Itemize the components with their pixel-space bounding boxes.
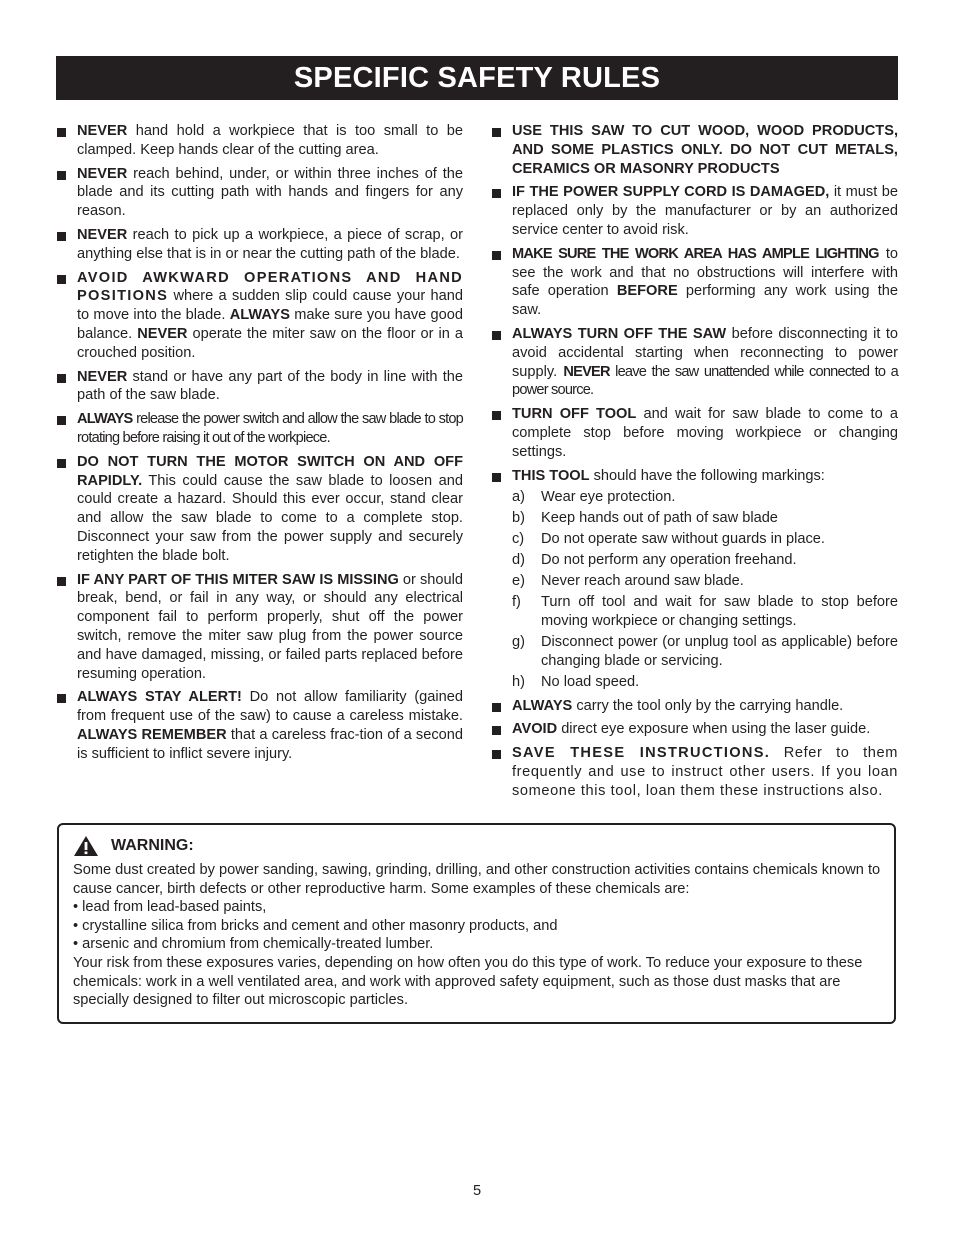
bullet-square-icon bbox=[492, 703, 501, 712]
safety-rule: USE THIS SAW TO CUT WOOD, WOOD PRODUCTS, AND SOME PLASTICS ONLY. DO NOT CUT METALS, CERAMICS OR MASONRY PRODUCTS bbox=[490, 122, 898, 178]
warning-title: WARNING: bbox=[111, 836, 194, 854]
bullet-square-icon bbox=[492, 128, 501, 137]
page-number: 5 bbox=[472, 1183, 482, 1199]
bullet-square-icon bbox=[57, 171, 66, 180]
safety-rule: IF ANY PART OF THIS MITER SAW IS MISSING or should break, bend, or fail in any way, or should any electrical component fail to perform properly, shut off the power switch, remove the miter saw plug from the power source and have damaged, missing, or failed parts replaced before resuming operation. bbox=[55, 571, 463, 684]
left-column bbox=[55, 122, 463, 769]
bullet-square-icon bbox=[492, 726, 501, 735]
list-item: • lead from lead-based paints, bbox=[73, 899, 267, 916]
bullet-square-icon bbox=[57, 374, 66, 383]
bullet-square-icon bbox=[57, 459, 66, 468]
bullet-square-icon bbox=[492, 750, 501, 759]
list-item: c) Do not operate saw without guards in place. bbox=[512, 531, 825, 548]
warning-box bbox=[57, 823, 896, 1024]
bullet-square-icon bbox=[492, 411, 501, 420]
right-column bbox=[490, 122, 898, 806]
list-item: g) Disconnect power (or unplug tool as applicable) before changing blade or servicing. bbox=[512, 634, 898, 669]
bullet-square-icon bbox=[57, 275, 66, 284]
warning-header bbox=[73, 835, 882, 857]
markings-list bbox=[512, 488, 898, 691]
list-item: • crystalline silica from bricks and cement and other masonry products, and bbox=[73, 917, 558, 934]
warning-intro: Some dust created by power sanding, sawing, grinding, drilling, and other construction activities contains chemicals known to cause cancer, birth defects or other reproductive harm. Some examples of these chemicals are: bbox=[73, 862, 881, 897]
list-item: d) Do not perform any operation freehand. bbox=[512, 552, 797, 569]
safety-rule: SAVE THESE INSTRUCTIONS. Refer to them frequently and use to instruct other users. If you loan someone this tool, loan them these instructions also. bbox=[490, 744, 898, 800]
safety-rule: NEVER reach behind, under, or within three inches of the blade and its cutting path with hands and fingers for any reason. bbox=[55, 165, 463, 221]
safety-rule: ALWAYS carry the tool only by the carrying handle. bbox=[490, 697, 898, 716]
bullet-square-icon bbox=[492, 331, 501, 340]
safety-rule: MAKE SURE THE WORK AREA HAS AMPLE LIGHTING to see the work and that no obstructions will interfere with safe operation BEFORE performing any work using the saw. bbox=[490, 245, 898, 320]
bullet-square-icon bbox=[492, 473, 501, 482]
safety-rule: NEVER stand or have any part of the body in line with the path of the saw blade. bbox=[55, 368, 463, 406]
list-item: • arsenic and chromium from chemically-treated lumber. bbox=[73, 936, 434, 953]
list-item: f) Turn off tool and wait for saw blade to stop before moving workpiece or changing settings. bbox=[512, 594, 898, 630]
safety-rule: THIS TOOL should have the following markings: bbox=[490, 467, 898, 486]
bullet-square-icon bbox=[57, 416, 66, 425]
safety-rule: ALWAYS TURN OFF THE SAW before disconnecting it to avoid accidental starting when reconnecting to power supply. NEVER leave the saw unattended while connected to a power source. bbox=[490, 325, 898, 400]
safety-rule: TURN OFF TOOL and wait for saw blade to come to a complete stop before moving workpiece or changing settings. bbox=[490, 405, 898, 461]
safety-rule: AVOID AWKWARD OPERATIONS AND HAND POSITIONS where a sudden slip could cause your hand to move into the blade. ALWAYS make sure you have good balance. NEVER operate the miter saw on the floor or in a crouched position. bbox=[55, 269, 463, 363]
warning-closing: Your risk from these exposures varies, depending on how often you do this type of work. To reduce your exposure to these chemicals: work in a well ventilated area, and work with approved safety equipment, such as those dust masks that are specially designed to filter out microscopic particles. bbox=[73, 954, 863, 1009]
list-item: h) No load speed. bbox=[512, 673, 640, 690]
list-item: b) Keep hands out of path of saw blade bbox=[512, 510, 778, 527]
safety-rule: AVOID direct eye exposure when using the laser guide. bbox=[490, 720, 898, 739]
safety-rule: IF THE POWER SUPPLY CORD IS DAMAGED, it must be replaced only by the manufacturer or by an authorized service center to avoid risk. bbox=[490, 183, 898, 239]
bullet-square-icon bbox=[57, 694, 66, 703]
warning-triangle-icon bbox=[73, 835, 99, 857]
safety-rule: NEVER reach to pick up a workpiece, a piece of scrap, or anything else that is in or near the cutting path of the blade. bbox=[55, 226, 463, 264]
safety-rule: NEVER hand hold a workpiece that is too small to be clamped. Keep hands clear of the cutting area. bbox=[55, 122, 463, 160]
list-item: a) Wear eye protection. bbox=[512, 489, 676, 506]
safety-rule: DO NOT TURN THE MOTOR SWITCH ON AND OFF RAPIDLY. This could cause the saw blade to loosen and could create a hazard. Should this ever occur, stand clear and allow the saw blade to come to a complete stop. Disconnect your saw from the power supply and securely retighten the blade bolt. bbox=[55, 453, 463, 566]
bullet-square-icon bbox=[57, 128, 66, 137]
bullet-square-icon bbox=[492, 189, 501, 198]
bullet-square-icon bbox=[57, 232, 66, 241]
safety-rule: ALWAYS release the power switch and allow the saw blade to stop rotating before raising it out of the workpiece. bbox=[55, 410, 463, 448]
safety-rule: ALWAYS STAY ALERT! Do not allow familiarity (gained from frequent use of the saw) to cause a careless mistake. ALWAYS REMEMBER that a careless frac-tion of a second is sufficient to inflict severe injury. bbox=[55, 688, 463, 763]
list-item: e) Never reach around saw blade. bbox=[512, 573, 744, 590]
bullet-square-icon bbox=[492, 251, 501, 260]
bullet-square-icon bbox=[57, 577, 66, 586]
page-title: SPECIFIC SAFETY RULES bbox=[56, 56, 898, 100]
